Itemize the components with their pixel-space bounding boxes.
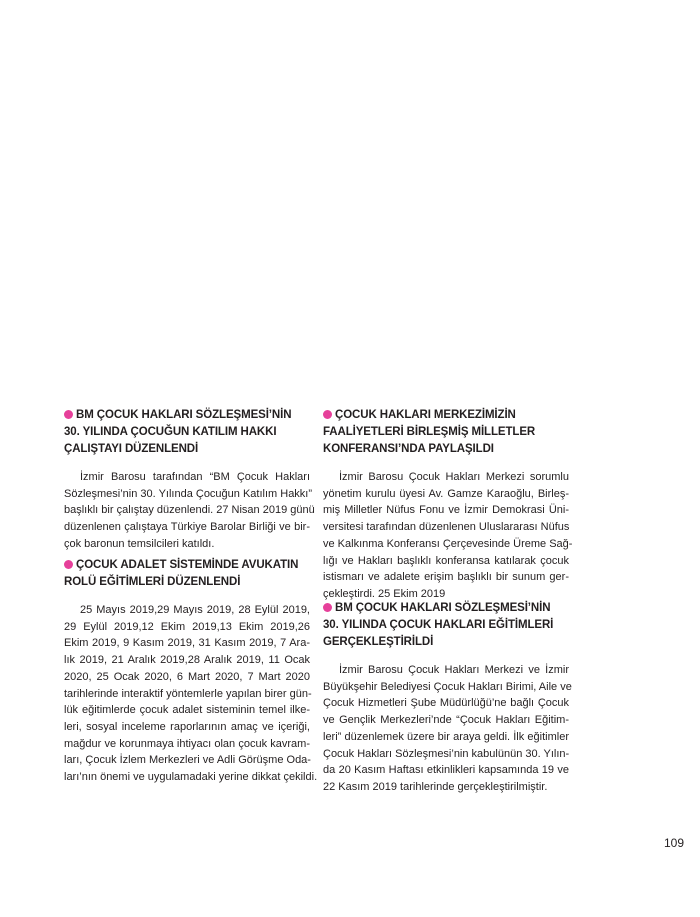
section-heading [64, 557, 310, 591]
body-line: lük eğitimlerde çocuk adalet sisteminin temel ilke- [64, 704, 310, 717]
heading-line: ÇOCUK HAKLARI MERKEZİMİZİN [335, 409, 516, 421]
body-line: düzenlenen çalıştaya Türkiye Barolar Birliği ve bir- [64, 521, 310, 534]
body-line: 22 Kasım 2019 tarihlerinde gerçekleştirilmiştir. [323, 780, 548, 793]
body-line: Çocuk Hizmetleri Şube Müdürlüğü’ne bağlı Çocuk [323, 697, 569, 710]
bullet-dot-icon [64, 560, 73, 569]
heading-line: ÇALIŞTAYI DÜZENLENDİ [64, 443, 199, 455]
body-line: İzmir Barosu Çocuk Hakları Merkezi ve İzmir [339, 664, 569, 676]
heading-line: ROLÜ EĞİTİMLERİ DÜZENLENDİ [64, 576, 241, 588]
heading-line: KONFERANSI’NDA PAYLAŞILDI [323, 443, 494, 455]
body-line: Büyükşehir Belediyesi Çocuk Hakları Birimi, Aile ve [323, 680, 572, 693]
section-body [64, 469, 315, 553]
body-line: leri” düzenlemek üzere bir araya geldi. İlk eğitimler [323, 730, 569, 743]
body-line: İzmir Barosu tarafından “BM Çocuk Hakları [80, 471, 310, 483]
heading-line: ÇOCUK ADALET SİSTEMİNDE AVUKATIN [76, 559, 299, 571]
body-line: yönetim kurulu üyesi Av. Gamze Karaoğlu, Birleş- [323, 487, 569, 500]
body-line: Ekim 2019, 9 Kasım 2019, 31 Kasım 2019, 7 Ara- [64, 637, 310, 650]
section-cocuk-haklari-egitimleri [323, 600, 572, 796]
section-body [323, 662, 572, 796]
section-birlesmis-milletler [323, 407, 573, 603]
section-heading [323, 407, 569, 458]
heading-line: FAALİYETLERİ BİRLEŞMİŞ MİLLETLER [323, 426, 536, 438]
heading-line: 30. YILINDA ÇOCUK HAKLARI EĞİTİMLERİ [323, 619, 554, 631]
body-line: 2020, 25 Ocak 2020, 6 Mart 2020, 7 Mart 2020 [64, 670, 310, 683]
body-line: leri, sosyal inceleme raporlarının amaç ve içeriği, [64, 720, 310, 733]
body-line: mağdur ve korunmaya ihtiyacı olan çocuk kavram- [64, 737, 310, 750]
heading-line: BM ÇOCUK HAKLARI SÖZLEŞMESİ’NİN [76, 409, 292, 421]
section-cocuk-katilim [64, 407, 315, 553]
body-line: ları’nın önemi ve uygulamadaki yerine dikkat çekildi. [64, 771, 318, 784]
heading-line: BM ÇOCUK HAKLARI SÖZLEŞMESİ’NİN [335, 602, 551, 614]
section-body [323, 469, 573, 603]
body-line: tarihlerinde interaktif yöntemlerle yapılan birer gün- [64, 687, 312, 700]
body-line: ve Kalkınma Konferansı Çerçevesinde Üreme Sağ- [323, 537, 573, 550]
body-line: 25 Mayıs 2019,29 Mayıs 2019, 28 Eylül 2019, [80, 604, 310, 616]
body-line: istismarı ve adalete erişim başlıklı bir sunum ger- [323, 571, 569, 584]
body-line: ve Gençlik Merkezleri’nde “Çocuk Hakları Eğitim- [323, 714, 569, 727]
heading-line: GERÇEKLEŞTİRİLDİ [323, 636, 434, 648]
body-line: ları, Çocuk İzlem Merkezleri ve Adli Görüşme Oda- [64, 754, 311, 767]
body-line: lık 2019, 21 Aralık 2019,28 Aralık 2019, 11 Ocak [64, 654, 310, 667]
body-line: lığı ve Hakları başlıklı konferansa katılarak çocuk [323, 554, 569, 567]
body-line: başlıklı bir çalıştay düzenlendi. 27 Nisan 2019 günü [64, 504, 315, 517]
body-line: Sözleşmesi’nin 30. Yılında Çocuğun Katılım Hakkı” [64, 487, 313, 500]
section-avukatin-rolu [64, 557, 318, 786]
body-line: 29 Eylül 2019,12 Ekim 2019,13 Ekim 2019,26 [64, 620, 310, 633]
body-line: versitesi tarafından düzenlenen Uluslararası Nüfus [323, 521, 570, 534]
bullet-dot-icon [323, 410, 332, 419]
body-line: Çocuk Hakları Sözleşmesi’nin kabulünün 30. Yılın- [323, 747, 570, 760]
heading-line: 30. YILINDA ÇOCUĞUN KATILIM HAKKI [64, 426, 277, 438]
bullet-dot-icon [323, 603, 332, 612]
body-line: miş Milletler Nüfus Fonu ve İzmir Demokrasi Üni- [323, 504, 569, 517]
body-line: çekleştirdi. 25 Ekim 2019 [323, 587, 446, 600]
bullet-dot-icon [64, 410, 73, 419]
section-heading [64, 407, 310, 458]
body-line: İzmir Barosu Çocuk Hakları Merkezi sorumlu [339, 471, 569, 483]
page-number: 109 [664, 836, 685, 850]
body-line: da 20 Kasım Haftası etkinlikleri kapsamında 19 ve [323, 764, 569, 777]
section-body [64, 602, 318, 786]
section-heading [323, 600, 569, 651]
body-line: çok baronun temsilcileri katıldı. [64, 537, 215, 550]
